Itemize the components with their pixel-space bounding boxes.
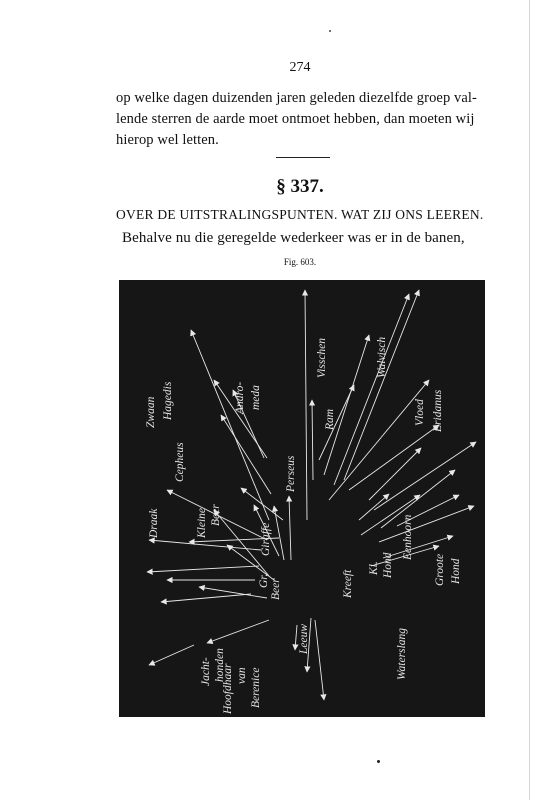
label-hond-1: Hond bbox=[382, 552, 394, 578]
label-beer-1: Beer bbox=[210, 504, 222, 526]
figure-caption: Fig. 603. bbox=[283, 257, 317, 267]
label-kl: Kl. bbox=[368, 561, 380, 575]
meteor-trail-arrow bbox=[349, 425, 439, 490]
label-eenhoorn: Eenhoorn bbox=[402, 514, 414, 560]
meteor-trail-arrow bbox=[305, 290, 307, 520]
section-divider bbox=[276, 157, 330, 158]
meteor-trail-arrow bbox=[359, 494, 389, 520]
body-text-line-3: hierop wel letten. bbox=[116, 132, 219, 148]
label-hagedis: Hagedis bbox=[162, 381, 174, 420]
label-zwaan: Zwaan bbox=[145, 396, 157, 428]
label-cepheus: Cepheus bbox=[174, 442, 186, 482]
label-hoofdhaar: Hoofdhaar bbox=[222, 663, 234, 714]
label-beer-2: Beer bbox=[270, 578, 282, 600]
meteor-trail-arrows bbox=[147, 290, 476, 700]
meteor-trail-arrow bbox=[161, 594, 251, 602]
section-title: OVER DE UITSTRALINGSPUNTEN. WAT ZIJ ONS LEEREN. bbox=[116, 207, 484, 222]
label-honden: honden bbox=[214, 648, 226, 682]
label-waterslang: Waterslang bbox=[396, 628, 408, 680]
ink-speck bbox=[329, 30, 331, 32]
meteor-trail-arrow bbox=[334, 294, 409, 485]
page-edge bbox=[529, 0, 530, 800]
label-van: van bbox=[236, 667, 248, 684]
body-text-line-2: lende sterren de aarde moet ontmoet hebben, dan moeten wij bbox=[116, 111, 475, 127]
meteor-trail-arrow bbox=[315, 620, 324, 700]
meteor-trail-arrow bbox=[329, 380, 429, 500]
label-leeuw: Leeuw bbox=[298, 623, 310, 654]
meteor-trail-arrow bbox=[199, 587, 267, 598]
meteor-trail-arrow bbox=[374, 442, 476, 510]
label-kreeft: Kreeft bbox=[342, 569, 354, 598]
meteor-trail-arrow bbox=[295, 625, 297, 650]
meteor-trail-arrow bbox=[344, 290, 419, 480]
label-draak: Draak bbox=[148, 508, 160, 538]
label-kleine: Kleine bbox=[196, 507, 208, 538]
body-text-line-1: op welke dagen duizenden jaren geleden diezelfde groep val- bbox=[116, 90, 477, 106]
meteor-radiants-svg bbox=[119, 280, 485, 717]
body-text-last-line: Behalve nu die geregelde wederkeer was er in de banen, bbox=[122, 230, 465, 246]
meteor-trail-arrow bbox=[381, 470, 455, 528]
label-walvisch: Walvisch bbox=[376, 336, 388, 378]
meteor-trail-arrow bbox=[191, 330, 269, 520]
meteor-trail-arrow bbox=[147, 566, 259, 572]
meteor-trail-arrow bbox=[369, 448, 421, 500]
label-perseus: Perseus bbox=[285, 455, 297, 492]
label-berenice: Berenice bbox=[250, 667, 262, 708]
meteor-trail-arrow bbox=[289, 496, 291, 560]
section-heading: § 337. bbox=[276, 176, 324, 197]
label-eridanus: Eridanus bbox=[432, 389, 444, 432]
label-vloed: Vloed bbox=[414, 399, 426, 426]
label-jacht: Jacht- bbox=[200, 657, 212, 686]
ink-speck bbox=[377, 760, 380, 763]
page-number: 274 bbox=[289, 60, 311, 75]
meteor-trail-arrow bbox=[149, 645, 194, 665]
meteor-trail-arrow bbox=[241, 488, 283, 520]
label-giraffe: Giraffe bbox=[260, 522, 272, 556]
label-andromeda-1: Andro- bbox=[234, 381, 246, 414]
meteor-trail-arrow bbox=[207, 620, 269, 643]
label-hond-2: Hond bbox=[450, 558, 462, 584]
label-andromeda-2: meda bbox=[250, 385, 262, 410]
label-gr: Gr. bbox=[258, 573, 270, 588]
meteor-trail-arrow bbox=[312, 400, 313, 480]
label-ram: Ram bbox=[324, 408, 336, 430]
meteor-radiants-figure bbox=[119, 280, 485, 717]
label-visschen: Visschen bbox=[316, 337, 328, 378]
label-groote: Groote bbox=[434, 553, 446, 586]
